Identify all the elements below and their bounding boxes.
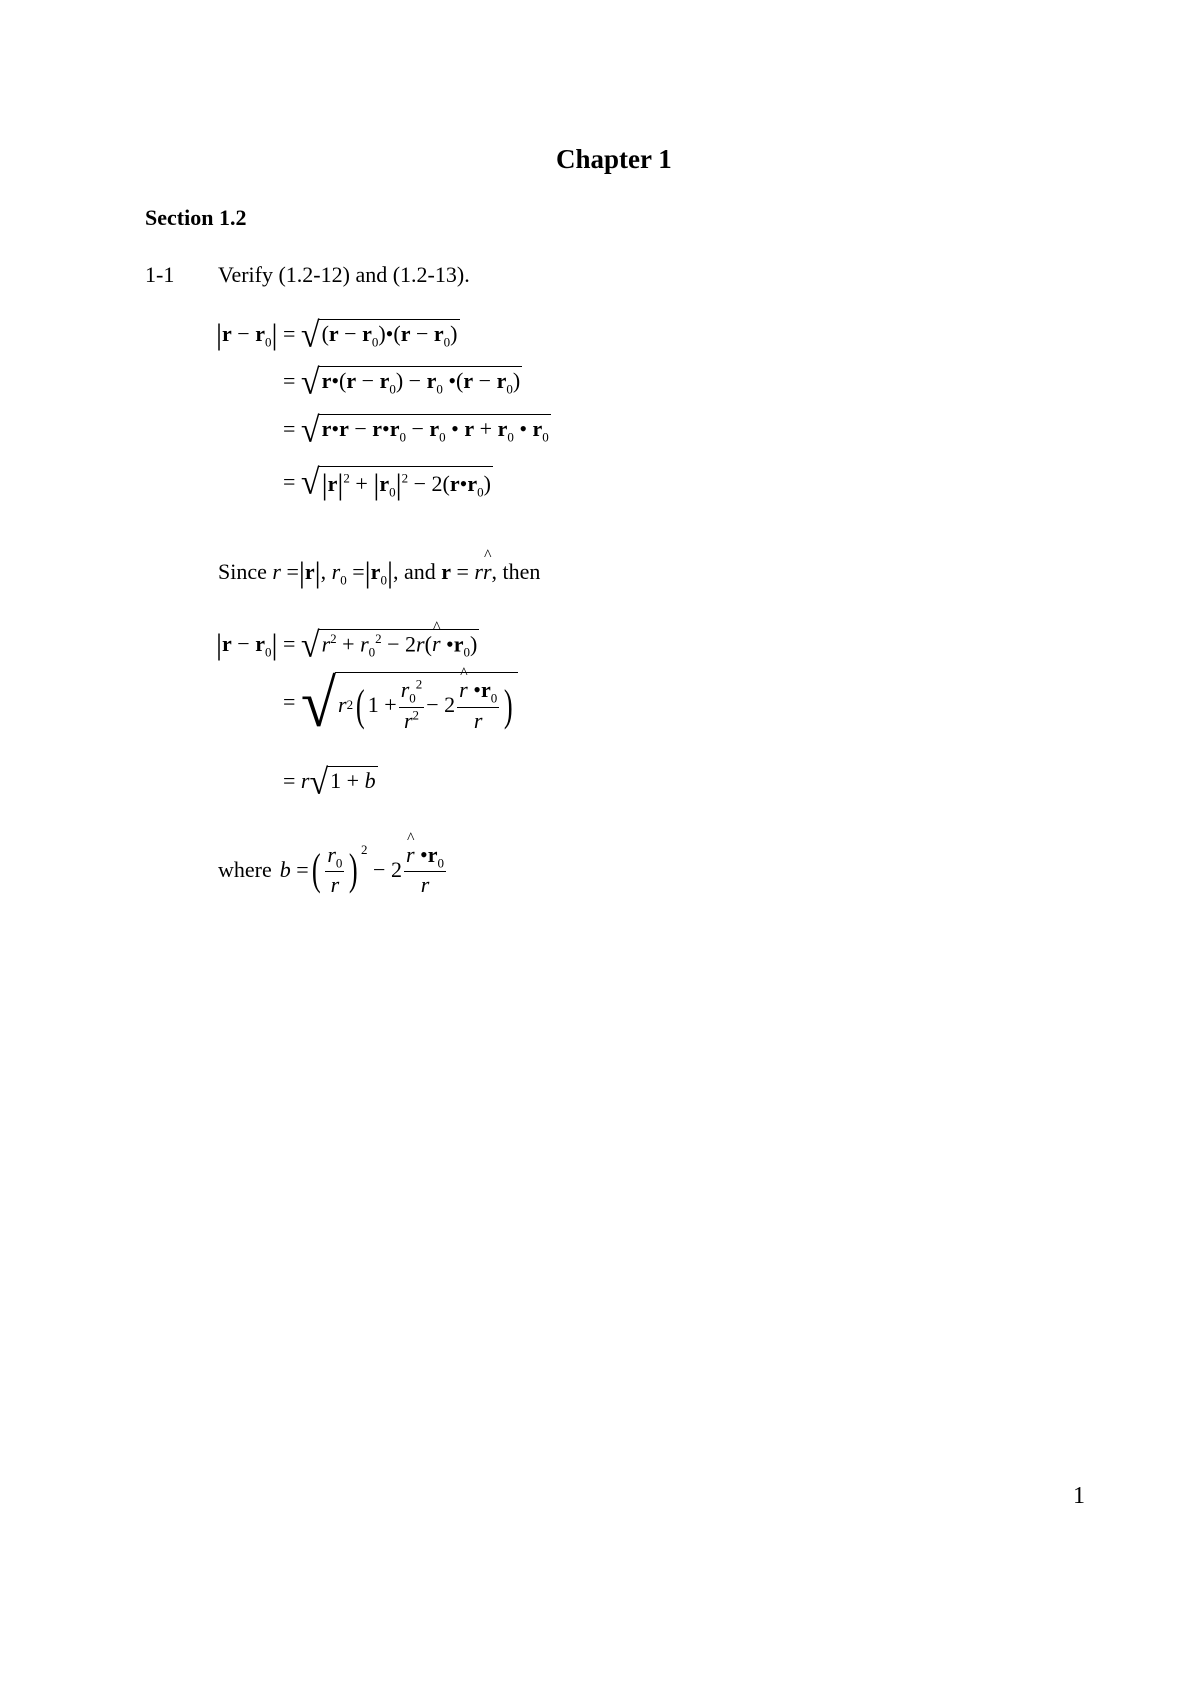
equation-line-6: = √ r 2 ( 1 + $\frac{r_0^2}{r^2}$ − 2 ^ $\frac{r •r_0}{r}$ ) (283, 672, 518, 736)
section-title: Section 1.2 (145, 205, 247, 230)
then-word: , then (491, 559, 541, 584)
since-statement: Since r =|r|, $r_0 =|r_0|$, and r = r^ r, then (218, 556, 540, 590)
page-number: 1 (1073, 1483, 1085, 1509)
where-statement: where b = ( $\frac{r_0}{r}$ ) $^2$ − 2 ^ $\frac{r •r_0}{r}$ (218, 842, 448, 898)
and-word: , and (392, 559, 436, 584)
equation-line-3: = √ r•r − $r•r_0 - r_0$ • $r + r_0$ • $r_0$ (283, 411, 549, 450)
problem-number: 1-1 (145, 262, 175, 287)
equation-line-1: $|r - r_0|$ = √ $(r - r_0)•(r - r_0)$ (216, 316, 458, 355)
equation-line-7: = r √ 1 + b (283, 763, 376, 802)
chapter-title: Chapter 1 (556, 144, 672, 174)
equation-line-2: = √ r•(r − $r_0) - r_0$ •(r − $r_0$) (283, 363, 521, 402)
since-word: Since (218, 559, 267, 584)
equation-line-5: $|r - r_0|$ = √ $r^2 + r_0^2$ − 2r(^ r $•r_0$) (216, 628, 479, 663)
problem-statement: Verify (1.2-12) and (1.2-13). (218, 262, 470, 287)
where-word: where (218, 856, 272, 882)
equation-line-4: = √ $|r|^2 + |r_0|^2$ − $2(r•r_0)$ (283, 463, 491, 502)
